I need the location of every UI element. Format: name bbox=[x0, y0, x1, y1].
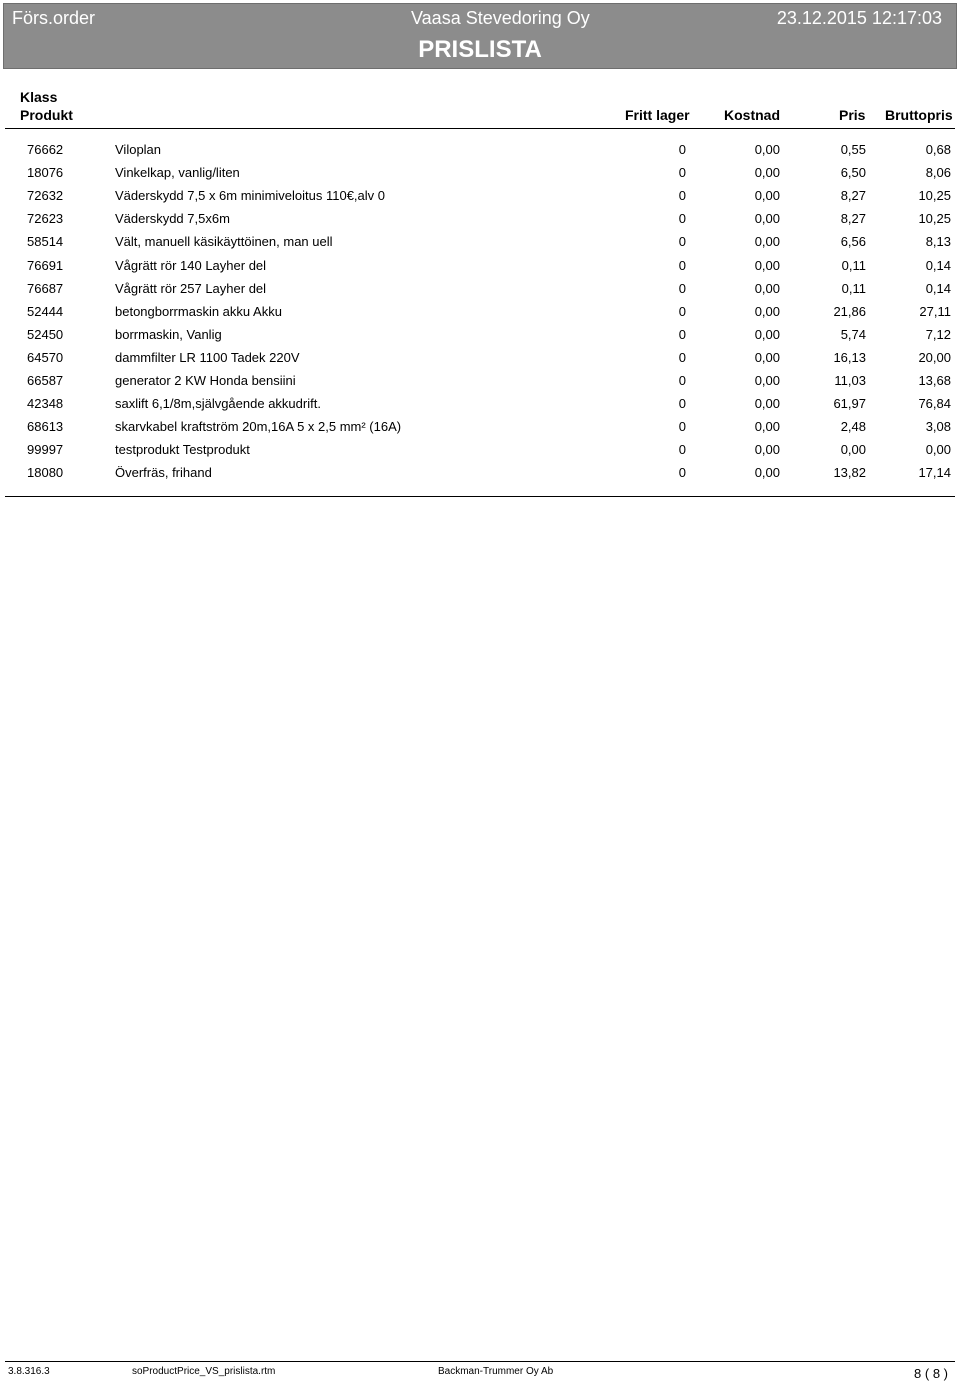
cell-product-id: 76691 bbox=[27, 258, 64, 273]
table-row bbox=[0, 419, 960, 441]
cell-price: 0,11 bbox=[841, 281, 866, 296]
footer-report-file: soProductPrice_VS_prislista.rtm bbox=[132, 1366, 276, 1377]
cell-gross-price: 20,00 bbox=[918, 350, 951, 365]
cell-free-stock: 0 bbox=[678, 442, 686, 457]
cell-free-stock: 0 bbox=[678, 142, 686, 157]
cell-free-stock: 0 bbox=[678, 258, 686, 273]
cell-free-stock: 0 bbox=[678, 327, 686, 342]
table-row bbox=[0, 442, 960, 464]
cell-gross-price: 8,13 bbox=[925, 234, 951, 249]
cell-price: 0,55 bbox=[840, 142, 866, 157]
cell-gross-price: 0,68 bbox=[925, 142, 951, 157]
cell-price: 16,13 bbox=[833, 350, 866, 365]
cell-product-name: Vält, manuell käsikäyttöinen, man uell bbox=[115, 234, 333, 249]
cell-product-id: 42348 bbox=[27, 396, 64, 411]
cell-cost: 0,00 bbox=[754, 465, 780, 480]
cell-free-stock: 0 bbox=[678, 350, 686, 365]
cell-product-name: dammfilter LR 1100 Tadek 220V bbox=[115, 350, 300, 365]
cell-cost: 0,00 bbox=[754, 304, 780, 319]
report-datetime: 23.12.2015 12:17:03 bbox=[776, 8, 942, 28]
cell-price: 6,56 bbox=[840, 234, 866, 249]
cell-product-id: 18080 bbox=[27, 465, 64, 480]
table-row bbox=[0, 142, 960, 164]
col-header-kostnad: Kostnad bbox=[724, 107, 780, 123]
cell-product-name: Överfräs, frihand bbox=[115, 465, 212, 480]
cell-free-stock: 0 bbox=[678, 396, 686, 411]
cell-cost: 0,00 bbox=[754, 350, 780, 365]
cell-price: 6,50 bbox=[840, 165, 866, 180]
cell-free-stock: 0 bbox=[678, 465, 686, 480]
cell-product-id: 68613 bbox=[27, 419, 64, 434]
cell-gross-price: 76,84 bbox=[918, 396, 951, 411]
cell-price: 0,11 bbox=[841, 258, 866, 273]
cell-gross-price: 10,25 bbox=[918, 211, 951, 226]
cell-product-id: 72623 bbox=[27, 211, 64, 226]
cell-product-name: Vågrätt rör 140 Layher del bbox=[115, 258, 267, 273]
cell-product-name: Väderskydd 7,5x6m bbox=[115, 211, 230, 226]
cell-product-name: saxlift 6,1/8m,självgående akkudrift. bbox=[115, 396, 321, 411]
cell-free-stock: 0 bbox=[678, 373, 686, 388]
cell-cost: 0,00 bbox=[754, 234, 780, 249]
cell-product-id: 99997 bbox=[27, 442, 64, 457]
cell-free-stock: 0 bbox=[678, 419, 686, 434]
table-row bbox=[0, 258, 960, 280]
table-row bbox=[0, 188, 960, 210]
cell-price: 5,74 bbox=[840, 327, 866, 342]
cell-price: 21,86 bbox=[833, 304, 866, 319]
col-header-klass: Klass bbox=[20, 89, 58, 105]
footer-divider bbox=[5, 1361, 955, 1362]
table-row bbox=[0, 350, 960, 372]
table-bottom-divider bbox=[5, 496, 955, 497]
cell-cost: 0,00 bbox=[754, 442, 780, 457]
cell-gross-price: 7,12 bbox=[925, 327, 951, 342]
cell-cost: 0,00 bbox=[754, 281, 780, 296]
table-row bbox=[0, 465, 960, 487]
footer-vendor: Backman-Trummer Oy Ab bbox=[438, 1366, 554, 1377]
cell-product-id: 76687 bbox=[27, 281, 64, 296]
cell-product-id: 76662 bbox=[27, 142, 64, 157]
table-row bbox=[0, 396, 960, 418]
cell-gross-price: 10,25 bbox=[918, 188, 951, 203]
cell-product-name: skarvkabel kraftström 20m,16A 5 x 2,5 mm² (16A) bbox=[115, 419, 402, 434]
cell-free-stock: 0 bbox=[678, 188, 686, 203]
col-header-pris: Pris bbox=[839, 107, 866, 123]
cell-price: 8,27 bbox=[840, 211, 866, 226]
col-header-fritt-lager: Fritt lager bbox=[625, 107, 690, 123]
cell-free-stock: 0 bbox=[678, 304, 686, 319]
cell-product-id: 18076 bbox=[27, 165, 64, 180]
cell-price: 2,48 bbox=[840, 419, 866, 434]
table-row bbox=[0, 234, 960, 256]
cell-product-id: 58514 bbox=[27, 234, 64, 249]
cell-gross-price: 8,06 bbox=[925, 165, 951, 180]
table-row bbox=[0, 281, 960, 303]
cell-gross-price: 13,68 bbox=[918, 373, 951, 388]
order-type-label: Förs.order bbox=[12, 8, 96, 28]
cell-cost: 0,00 bbox=[754, 211, 780, 226]
cell-free-stock: 0 bbox=[678, 165, 686, 180]
col-header-bruttopris: Bruttopris bbox=[885, 107, 953, 123]
cell-product-name: betongborrmaskin akku Akku bbox=[115, 304, 282, 319]
cell-cost: 0,00 bbox=[754, 258, 780, 273]
table-row bbox=[0, 304, 960, 326]
cell-cost: 0,00 bbox=[754, 165, 780, 180]
cell-free-stock: 0 bbox=[678, 211, 686, 226]
cell-gross-price: 0,14 bbox=[925, 281, 951, 296]
cell-price: 0,00 bbox=[840, 442, 866, 457]
cell-cost: 0,00 bbox=[754, 142, 780, 157]
cell-cost: 0,00 bbox=[754, 419, 780, 434]
cell-product-name: Viloplan bbox=[115, 142, 162, 157]
table-row bbox=[0, 373, 960, 395]
cell-cost: 0,00 bbox=[754, 373, 780, 388]
col-header-produkt: Produkt bbox=[20, 107, 73, 123]
cell-product-name: Väderskydd 7,5 x 6m minimiveloitus 110€,alv 0 bbox=[115, 188, 385, 203]
cell-product-id: 64570 bbox=[27, 350, 64, 365]
cell-gross-price: 0,14 bbox=[925, 258, 951, 273]
company-name: Vaasa Stevedoring Oy bbox=[411, 8, 590, 28]
cell-cost: 0,00 bbox=[754, 396, 780, 411]
page-number: 8 ( 8 ) bbox=[914, 1366, 948, 1381]
cell-price: 13,82 bbox=[833, 465, 866, 480]
cell-cost: 0,00 bbox=[754, 188, 780, 203]
cell-product-name: borrmaskin, Vanlig bbox=[115, 327, 222, 342]
cell-product-id: 52444 bbox=[27, 304, 64, 319]
cell-cost: 0,00 bbox=[754, 327, 780, 342]
table-row bbox=[0, 327, 960, 349]
cell-product-id: 72632 bbox=[27, 188, 64, 203]
cell-product-name: Vinkelkap, vanlig/liten bbox=[115, 165, 240, 180]
table-row bbox=[0, 165, 960, 187]
cell-gross-price: 27,11 bbox=[919, 304, 951, 319]
cell-product-name: generator 2 KW Honda bensiini bbox=[115, 373, 296, 388]
cell-product-id: 66587 bbox=[27, 373, 64, 388]
cell-gross-price: 3,08 bbox=[925, 419, 951, 434]
cell-product-name: testprodukt Testprodukt bbox=[115, 442, 250, 457]
cell-product-id: 52450 bbox=[27, 327, 64, 342]
cell-free-stock: 0 bbox=[678, 281, 686, 296]
cell-price: 8,27 bbox=[840, 188, 866, 203]
table-row bbox=[0, 211, 960, 233]
cell-gross-price: 0,00 bbox=[925, 442, 951, 457]
report-title: PRISLISTA bbox=[418, 36, 542, 63]
header-divider bbox=[5, 128, 955, 129]
cell-gross-price: 17,14 bbox=[918, 465, 951, 480]
report-header bbox=[3, 3, 957, 69]
cell-price: 61,97 bbox=[833, 396, 866, 411]
cell-price: 11,03 bbox=[834, 373, 866, 388]
cell-product-name: Vågrätt rör 257 Layher del bbox=[115, 281, 267, 296]
footer-version: 3.8.316.3 bbox=[8, 1366, 50, 1377]
cell-free-stock: 0 bbox=[678, 234, 686, 249]
